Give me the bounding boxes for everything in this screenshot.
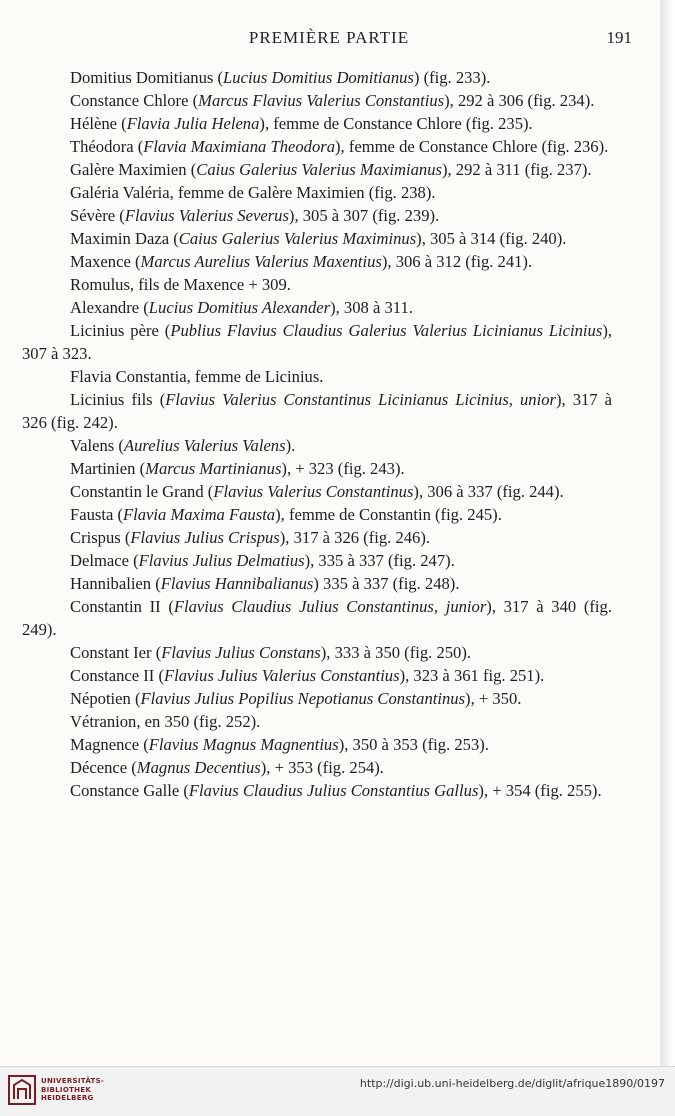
entry-list [22,66,612,802]
entry-details: , 306 à 312 (fig. 241). [387,252,533,271]
entry-paragraph: Maximin Daza (Caius Galerius Valerius Maximinus), 305 à 314 (fig. 240). [70,229,567,248]
heidelberg-logo-icon [8,1075,36,1105]
entry-paragraph: Théodora (Flavia Maximiana Theodora), femme de Constance Chlore (fig. 236). [70,137,609,156]
entry-name: Constant Ier [70,643,152,662]
entry-name: Licinius père [70,321,159,340]
entry-name: Delmace [70,551,129,570]
entry-paragraph: Décence (Magnus Decentius), + 353 (fig. 254). [70,758,384,777]
entry-name: Constance II [70,666,155,685]
entry-name: Maximin Daza [70,229,170,248]
entry-paragraph: Hélène (Flavia Julia Helena), femme de Constance Chlore (fig. 235). [70,114,533,133]
entry-latin-name: Flavius Claudius Julius Constantinus, junior [173,597,487,616]
entry-details: , femme de Constance Chlore (fig. 236). [340,137,609,156]
entry-paragraph: Constantin le Grand (Flavius Valerius Constantinus), 306 à 337 (fig. 244). [70,482,564,501]
running-head: PREMIÈRE PARTIE [248,28,410,47]
viewer-footer [0,1066,675,1116]
logo-line: HEIDELBERG [41,1094,94,1103]
entry-paragraph: Constance Galle (Flavius Claudius Julius Constantius Gallus), + 354 (fig. 255). [70,781,602,800]
entry-name: Sévère [70,206,116,225]
library-name [41,1077,104,1103]
entry-latin-name: Caius Galerius Valerius Maximinus [178,229,417,248]
logo-line: BIBLIOTHEK [41,1085,92,1094]
entry-name: Magnence [70,735,140,754]
entry-details: , 308 à 311. [335,298,413,317]
entry-latin-name: Flavius Valerius Constantinus [213,482,414,501]
entry-details: , 292 à 311 (fig. 237). [447,160,592,179]
entry-details: 335 à 337 (fig. 248). [318,574,460,593]
entry-latin-name: Lucius Domitius Alexander [148,298,331,317]
entry-latin-name: Flavia Maxima Fausta [123,505,276,524]
entry-details: , + 354 (fig. 255). [483,781,602,800]
entry-paragraph: Martinien (Marcus Martinianus), + 323 (fig. 243). [70,459,405,478]
entry-latin-name: Marcus Aurelius Valerius Maxentius [140,252,382,271]
entry-name: Martinien [70,459,136,478]
entry-name: Romulus, fils de Maxence + 309. [70,275,291,294]
entry-latin-name: Flavia Julia Helena [126,114,260,133]
entry-details: . [291,436,296,455]
entry-details: , 317 à 326 (fig. 246). [285,528,431,547]
entry-details: , + 323 (fig. 243). [286,459,405,478]
entry-latin-name: Marcus Martinianus [145,459,282,478]
entry-latin-name: Caius Galerius Valerius Maximianus [196,160,442,179]
entry-details: , femme de Constance Chlore (fig. 235). [264,114,533,133]
entry-details: , + 353 (fig. 254). [266,758,384,777]
entry-latin-name: Flavius Hannibalianus [160,574,314,593]
page-header [20,28,638,52]
entry-name: Galère Maximien [70,160,187,179]
page-number: 191 [606,28,632,47]
entry-paragraph: Domitius Domitianus (Lucius Domitius Domitianus) (fig. 233). [70,68,491,87]
entry-name: Alexandre [70,298,140,317]
entry-paragraph: Constantin II (Flavius Claudius Julius Constantinus, junior), 317 à 340 (fig. 249). [22,597,612,639]
entry-name: Valens [70,436,115,455]
entry-paragraph [22,273,612,296]
entry-name: Hannibalien [70,574,152,593]
entry-name: Fausta [70,505,114,524]
entry-latin-name: Marcus Flavius Valerius Constantius [198,91,445,110]
entry-paragraph: Galère Maximien (Caius Galerius Valerius Maximianus), 292 à 311 (fig. 237). [70,160,592,179]
entry-name: Flavia Constantia, femme de Licinius. [70,367,324,386]
entry-paragraph: Sévère (Flavius Valerius Severus), 305 à 307 (fig. 239). [70,206,440,225]
entry-name: Constantin le Grand [70,482,204,501]
entry-details: , 305 à 314 (fig. 240). [421,229,567,248]
entry-name: Népotien [70,689,131,708]
entry-latin-name: Flavius Valerius Severus [124,206,289,225]
entry-details: , 305 à 307 (fig. 239). [294,206,440,225]
entry-paragraph [22,365,612,388]
entry-latin-name: Flavius Julius Valerius Constantius [164,666,400,685]
library-logo[interactable] [8,1075,104,1105]
entry-latin-name: Flavius Magnus Magnentius [148,735,339,754]
entry-latin-name: Publius Flavius Claudius Galerius Valerius Licinianus Licinius [170,321,603,340]
entry-details: , 292 à 306 (fig. 234). [449,91,595,110]
entry-latin-name: Magnus Decentius [136,758,261,777]
logo-line: UNIVERSITÄTS- [41,1077,105,1086]
entry-paragraph: Constance II (Flavius Julius Valerius Constantius), 323 à 361 fig. 251). [70,666,545,685]
entry-latin-name: Flavius Julius Constans [161,643,321,662]
entry-paragraph: Licinius fils (Flavius Valerius Constantinus Licinianus Licinius, unior), 317 à 326 (fig. 242). [22,390,613,432]
entry-name: Constantin II [70,597,161,616]
entry-details: , 317 à 326 (fig. 242). [22,390,613,432]
entry-paragraph: Constance Chlore (Marcus Flavius Valerius Constantius), 292 à 306 (fig. 234). [70,91,595,110]
entry-details: (fig. 233). [419,68,491,87]
entry-paragraph [22,710,612,733]
entry-details: , 323 à 361 fig. 251). [405,666,545,685]
entry-details: , + 350. [470,689,522,708]
entry-details: , 317 à 340 (fig. 249). [22,597,612,639]
entry-name: Décence [70,758,128,777]
entry-paragraph: Delmace (Flavius Julius Delmatius), 335 à 337 (fig. 247). [70,551,455,570]
entry-name: Théodora [70,137,134,156]
source-url-link[interactable]: http://digi.ub.uni-heidelberg.de/diglit/afrique1890/0197 [359,1077,665,1090]
entry-latin-name: Lucius Domitius Domitianus [223,68,414,87]
entry-latin-name: Flavius Julius Popilius Nepotianus Constantinus [140,689,466,708]
entry-latin-name: Flavius Julius Crispus [130,528,280,547]
entry-paragraph: Alexandre (Lucius Domitius Alexander), 308 à 311. [70,298,413,317]
entry-name: Galéria Valéria, femme de Galère Maximien (fig. 238). [70,183,436,202]
entry-paragraph: Magnence (Flavius Magnus Magnentius), 350 à 353 (fig. 253). [70,735,489,754]
entry-latin-name: Aurelius Valerius Valens [123,436,286,455]
entry-details: , 335 à 337 (fig. 247). [310,551,455,570]
entry-name: Vétranion, en 350 (fig. 252). [70,712,261,731]
entry-paragraph: Hannibalien (Flavius Hannibalianus) 335 à 337 (fig. 248). [70,574,460,593]
entry-paragraph: Constant Ier (Flavius Julius Constans), 333 à 350 (fig. 250). [70,643,472,662]
entry-details: , 306 à 337 (fig. 244). [418,482,564,501]
entry-name: Maxence [70,252,131,271]
entry-name: Constance Galle [70,781,180,800]
entry-details: , 307 à 323. [22,321,612,363]
entry-paragraph: Licinius père (Publius Flavius Claudius Galerius Valerius Licinianus Licinius), 307 à 323. [22,321,612,363]
entry-paragraph: Népotien (Flavius Julius Popilius Nepotianus Constantinus), + 350. [70,689,522,708]
entry-paragraph: Fausta (Flavia Maxima Fausta), femme de Constantin (fig. 245). [70,505,502,524]
entry-details: , femme de Constantin (fig. 245). [280,505,502,524]
entry-name: Licinius fils [70,390,153,409]
entry-paragraph [22,181,612,204]
entry-latin-name: Flavius Claudius Julius Constantius Gallus [188,781,479,800]
page-edge [660,0,675,1066]
entry-name: Crispus [70,528,121,547]
entry-paragraph: Valens (Aurelius Valerius Valens). [70,436,296,455]
entry-details: , 350 à 353 (fig. 253). [344,735,489,754]
entry-name: Constance Chlore [70,91,189,110]
entry-name: Hélène [70,114,117,133]
entry-name: Domitius Domitianus [70,68,214,87]
entry-paragraph: Maxence (Marcus Aurelius Valerius Maxentius), 306 à 312 (fig. 241). [70,252,533,271]
entry-latin-name: Flavius Julius Delmatius [138,551,305,570]
entry-latin-name: Flavius Valerius Constantinus Licinianus Licinius, unior [165,390,556,409]
entry-paragraph: Crispus (Flavius Julius Crispus), 317 à 326 (fig. 246). [70,528,431,547]
entry-details: , 333 à 350 (fig. 250). [326,643,472,662]
entry-latin-name: Flavia Maximiana Theodora [143,137,336,156]
